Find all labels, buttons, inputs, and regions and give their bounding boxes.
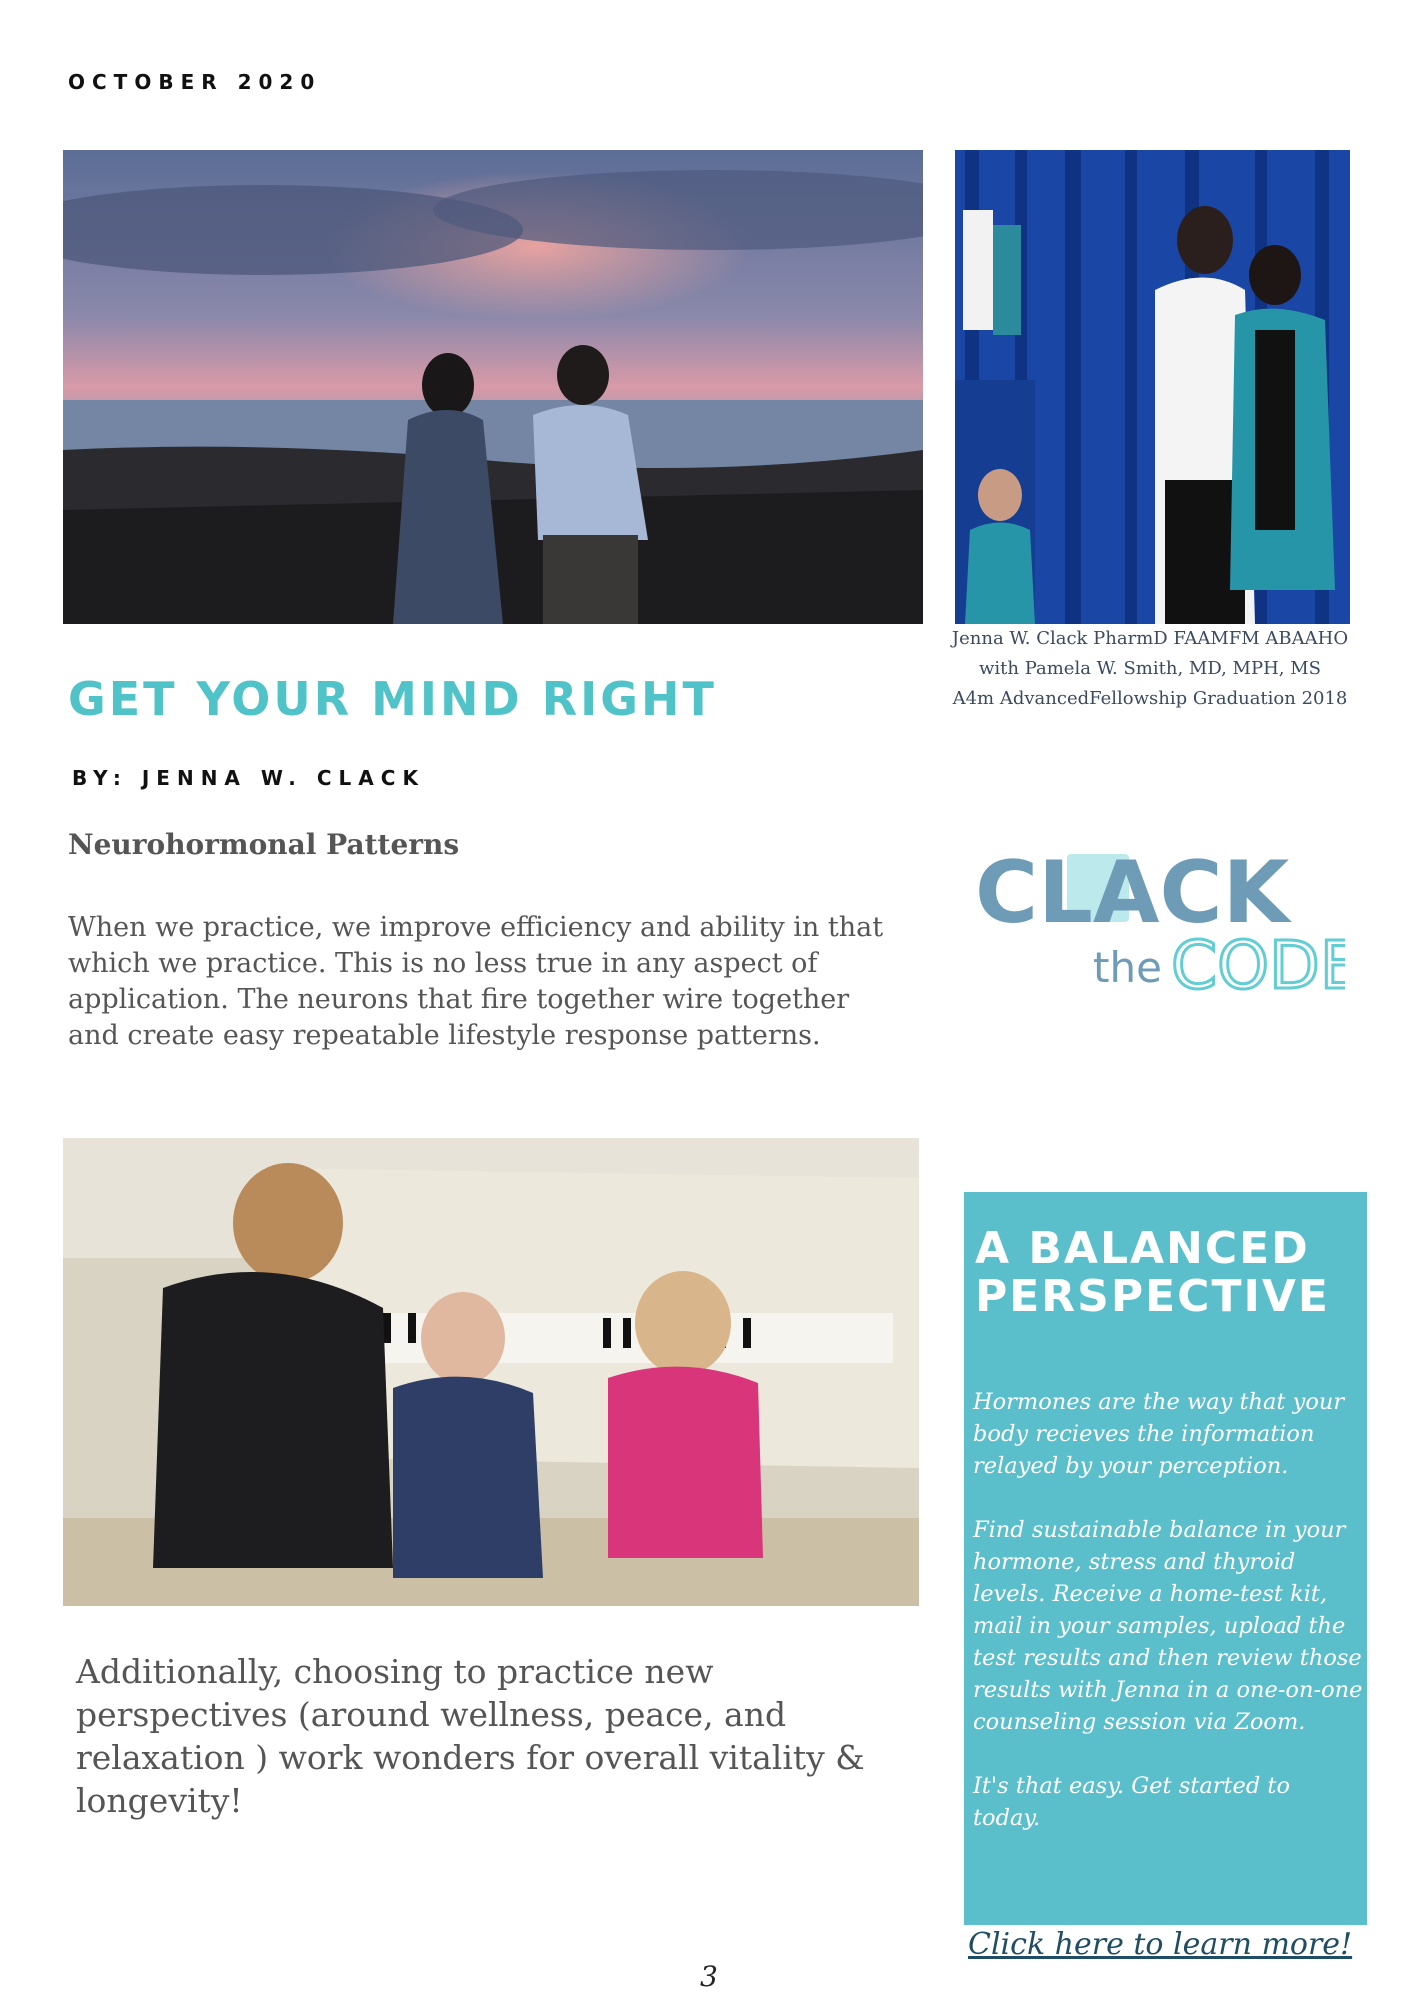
panel-paragraph-3: It's that easy. Get started to today. [973, 1773, 1290, 1831]
graduation-stage-photo [955, 150, 1350, 624]
beach-couple-photo [63, 150, 923, 624]
children-piano-photo [63, 1138, 919, 1606]
article-byline: BY: JENNA W. CLACK [72, 766, 425, 790]
logo-word-the: the [1093, 943, 1162, 992]
article-paragraph-2: Additionally, choosing to practice new perspectives (around wellness, peace, and relaxation ) work wonders for overall vitality & longevity! [76, 1652, 865, 1820]
caption-line-1: Jenna W. Clack PharmD FAAMFM ABAAHO [951, 628, 1349, 649]
panel-title [975, 1225, 1365, 1321]
issue-date: OCTOBER 2020 [68, 70, 322, 94]
article-title: GET YOUR MIND RIGHT [68, 672, 717, 726]
learn-more-link[interactable]: Click here to learn more! [968, 1927, 1353, 1962]
photo-caption [950, 624, 1350, 714]
article-paragraph-1: When we practice, we improve efficiency and ability in that which we practice. This is no less true in any aspect of application. The neurons that fire together wire together and create easy repeatable lifestyle response patterns. [68, 912, 884, 1051]
caption-line-2: with Pamela W. Smith, MD, MPH, MS [978, 658, 1321, 679]
clack-the-code-logo [975, 850, 1345, 1000]
panel-title-line-1: A BALANCED [975, 1223, 1310, 1274]
logo-word-clack: CLACK [975, 850, 1290, 943]
article-subheading: Neurohormonal Patterns [68, 828, 460, 861]
logo-word-code: CODE [1171, 927, 1345, 1000]
panel-title-line-2: PERSPECTIVE [975, 1271, 1330, 1322]
caption-line-3: A4m AdvancedFellowship Graduation 2018 [952, 688, 1348, 709]
panel-paragraph-2: Find sustainable balance in your hormone, stress and thyroid levels. Receive a home-test kit, mail in your samples, upload the test results and then review those results with Jenna in a one-on-one counseling session via Zoom. [973, 1517, 1363, 1735]
panel-paragraph-1: Hormones are the way that your body recieves the information relayed by your perception. [973, 1389, 1345, 1479]
page-number: 3 [700, 1960, 718, 1993]
